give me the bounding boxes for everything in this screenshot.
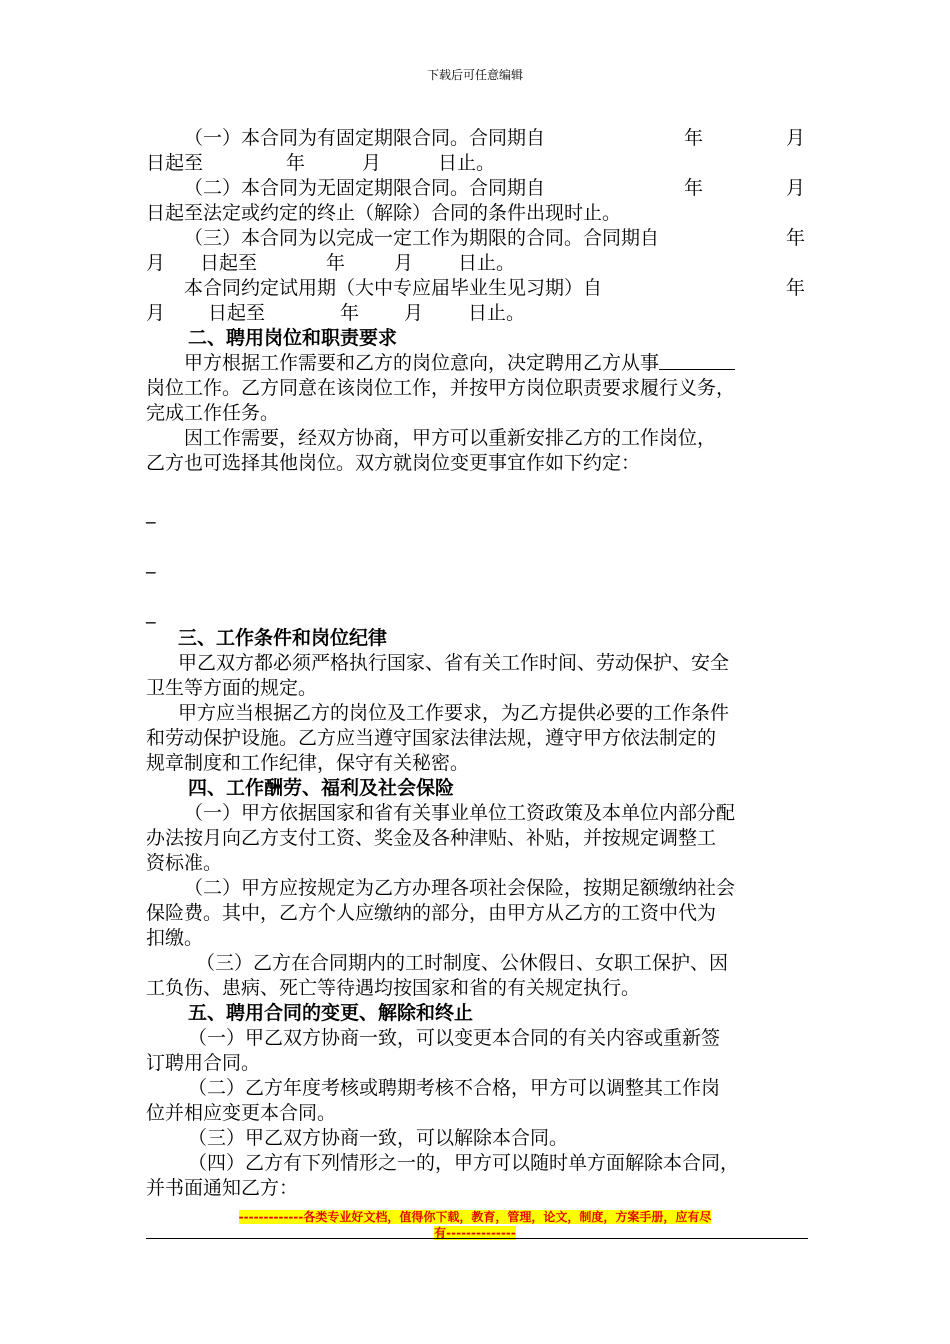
section-5-p4-line2: 并书面通知乙方： xyxy=(146,1177,299,1199)
section-2-p1-line2: 岗位工作。乙方同意在该岗位工作，并按甲方岗位职责要求履行义务， xyxy=(146,377,736,399)
year-label: 年 xyxy=(786,277,806,299)
section-2-p1-text: 甲方根据工作需要和乙方的岗位意向，决定聘用乙方从事 xyxy=(184,352,660,374)
footer-promo xyxy=(170,1209,780,1241)
task-term-line1 xyxy=(146,226,808,251)
section-3-p2-line2: 和劳动保护设施。乙方应当遵守国家法律法规，遵守甲方依法制定的 xyxy=(146,727,717,749)
day-start-to-label: 日起至 xyxy=(200,252,258,274)
footer-rule xyxy=(146,1238,808,1239)
blank-mark-3: _ xyxy=(146,602,156,624)
year-label: 年 xyxy=(684,177,704,199)
section-4-p1-line3: 资标准。 xyxy=(146,852,223,874)
section-2-p2-line1: 因工作需要，经双方协商，甲方可以重新安排乙方的工作岗位， xyxy=(184,427,717,449)
section-4-p2-line1: （二）甲方应按规定为乙方办理各项社会保险，按期足额缴纳社会 xyxy=(184,877,736,899)
section-3-title: 三、工作条件和岗位纪律 xyxy=(178,627,388,649)
document-body xyxy=(146,126,808,1201)
indefinite-term-line1 xyxy=(146,176,808,201)
month-label: 月 xyxy=(786,127,806,149)
section-2-p2-line2: 乙方也可选择其他岗位。双方就岗位变更事宜作如下约定： xyxy=(146,452,641,474)
day-end-label: 日止。 xyxy=(438,152,496,174)
section-5-p1-line1: （一）甲乙双方协商一致，可以变更本合同的有关内容或重新签 xyxy=(188,1027,721,1049)
indefinite-term-line2 xyxy=(146,201,808,226)
indefinite-term-prefix: （二）本合同为无固定期限合同。合同期自 xyxy=(184,177,546,199)
year-label: 年 xyxy=(286,152,306,174)
position-blank xyxy=(659,351,735,370)
fixed-term-line1 xyxy=(146,126,808,151)
section-4-p3-line1: （三）乙方在合同期内的工时制度、公休假日、女职工保护、因 xyxy=(196,952,729,974)
day-start-to-label: 日起至 xyxy=(208,302,266,324)
probation-line1 xyxy=(146,276,808,301)
blank-mark-1: _ xyxy=(146,502,156,524)
section-5-p2-line1: （二）乙方年度考核或聘期考核不合格，甲方可以调整其工作岗 xyxy=(188,1077,721,1099)
probation-prefix: 本合同约定试用期（大中专应届毕业生见习期）自 xyxy=(184,277,603,299)
section-4-p1-line1: （一）甲方依据国家和省有关事业单位工资政策及本单位内部分配 xyxy=(184,802,736,824)
section-2-p1-line3: 完成工作任务。 xyxy=(146,402,280,424)
year-label: 年 xyxy=(326,252,346,274)
year-label: 年 xyxy=(786,227,806,249)
section-5-p3-line1: （三）甲乙双方协商一致，可以解除本合同。 xyxy=(188,1127,569,1149)
footer-promo-line2: 有-------------- xyxy=(434,1226,516,1240)
task-term-prefix: （三）本合同为以完成一定工作为期限的合同。合同期自 xyxy=(184,227,660,249)
day-end-label: 日止。 xyxy=(468,302,526,324)
section-4-p1-line2: 办法按月向乙方支付工资、奖金及各种津贴、补贴，并按规定调整工 xyxy=(146,827,717,849)
fixed-term-prefix: （一）本合同为有固定期限合同。合同期自 xyxy=(184,127,546,149)
month-label: 月 xyxy=(362,152,382,174)
section-2-title: 二、聘用岗位和职责要求 xyxy=(188,327,398,349)
section-4-p2-line2: 保险费。其中，乙方个人应缴纳的部分，由甲方从乙方的工资中代为 xyxy=(146,902,717,924)
month-label: 月 xyxy=(146,302,166,324)
day-start-to-label: 日起至 xyxy=(146,152,204,174)
year-label: 年 xyxy=(684,127,704,149)
probation-line2 xyxy=(146,301,808,326)
section-4-p2-line3: 扣缴。 xyxy=(146,927,204,949)
day-end-label: 日止。 xyxy=(458,252,516,274)
section-3-p1-line1: 甲乙双方都必须严格执行国家、省有关工作时间、劳动保护、安全 xyxy=(178,652,730,674)
fixed-term-line2 xyxy=(146,151,808,176)
month-label: 月 xyxy=(404,302,424,324)
month-label: 月 xyxy=(786,177,806,199)
month-label: 月 xyxy=(146,252,166,274)
section-4-title: 四、工作酬劳、福利及社会保险 xyxy=(188,777,455,799)
section-5-p2-line2: 位并相应变更本合同。 xyxy=(146,1102,337,1124)
year-label: 年 xyxy=(340,302,360,324)
section-4-p3-line2: 工负伤、患病、死亡等待遇均按国家和省的有关规定执行。 xyxy=(146,977,641,999)
section-3-p1-line2: 卫生等方面的规定。 xyxy=(146,677,318,699)
task-term-line2 xyxy=(146,251,808,276)
section-5-p1-line2: 订聘用合同。 xyxy=(146,1052,261,1074)
footer-promo-line1: -------------各类专业好文档，值得你下载，教育，管理，论文，制度，方案手册，应有尽 xyxy=(238,1210,712,1224)
section-2-p1-line1 xyxy=(146,351,808,376)
section-5-p4-line1: （四）乙方有下列情形之一的，甲方可以随时单方面解除本合同， xyxy=(188,1152,740,1174)
page-header: 下载后可任意编辑 xyxy=(426,68,523,82)
section-5-title: 五、聘用合同的变更、解除和终止 xyxy=(188,1002,474,1024)
indefinite-term-end: 日起至法定或约定的终止（解除）合同的条件出现时止。 xyxy=(146,202,622,224)
month-label: 月 xyxy=(394,252,414,274)
section-3-p2-line3: 规章制度和工作纪律，保守有关秘密。 xyxy=(146,752,470,774)
section-3-p2-line1: 甲方应当根据乙方的岗位及工作要求，为乙方提供必要的工作条件 xyxy=(178,702,730,724)
blank-mark-2: _ xyxy=(146,552,156,574)
